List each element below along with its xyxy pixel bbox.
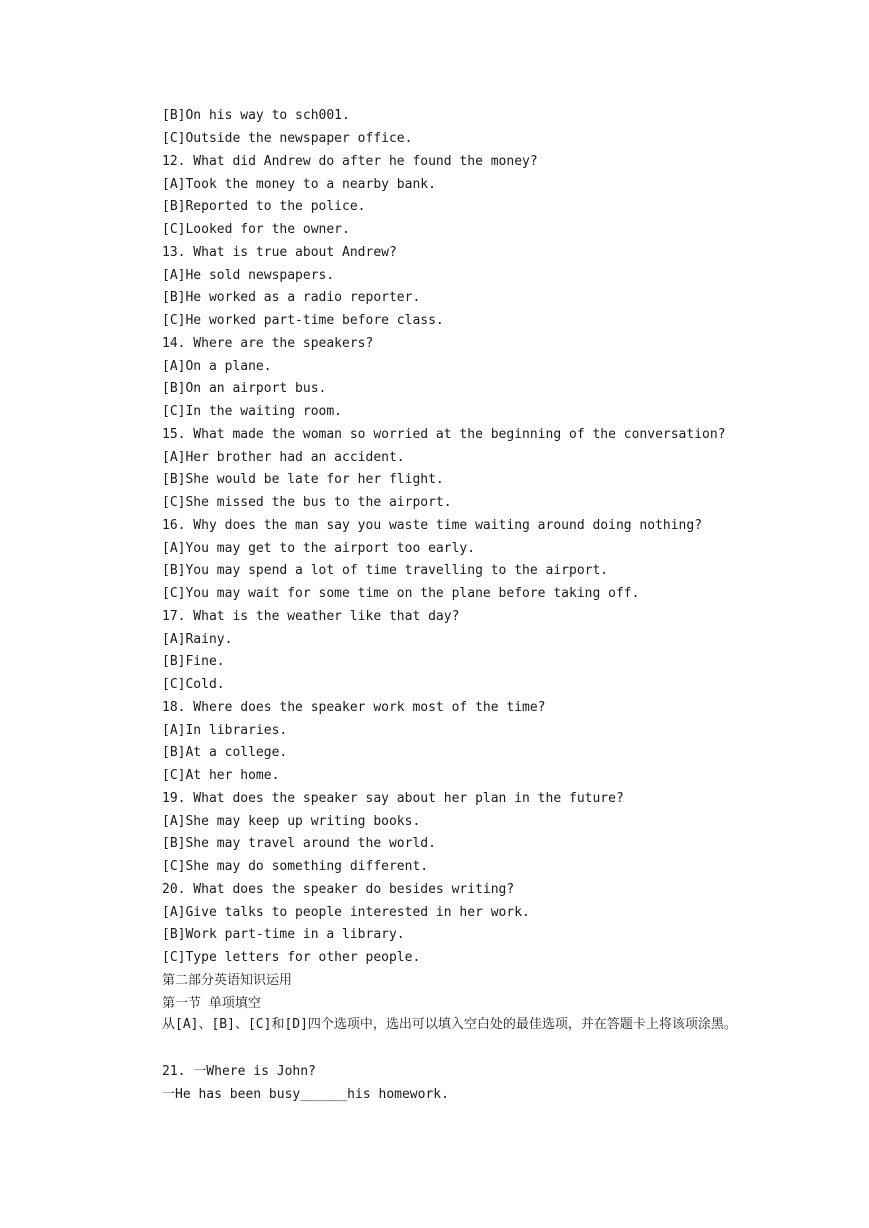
question-line: 15. What made the woman so worried at the beginning of the conversation? xyxy=(162,427,726,442)
option-line: [C]You may wait for some time on the plane before taking off. xyxy=(162,586,640,601)
question-line: 13. What is true about Andrew? xyxy=(162,245,397,260)
question-line: 16. Why does the man say you waste time waiting around doing nothing? xyxy=(162,518,703,533)
question-line: 19. What does the speaker say about her plan in the future? xyxy=(162,791,624,806)
option-line: [B]At a college. xyxy=(162,745,288,760)
question-line: 12. What did Andrew do after he found the money? xyxy=(162,154,538,169)
subsection-heading: 第一节 单项填空 xyxy=(162,996,261,1011)
text-line: [B]On his way to sch001. xyxy=(162,108,350,123)
question-line: 21. 一Where is John? xyxy=(162,1064,316,1079)
option-line: [A]Give talks to people interested in her work. xyxy=(162,905,530,920)
option-line: [B]Work part-time in a library. xyxy=(162,927,405,942)
option-line: [C]He worked part-time before class. xyxy=(162,313,444,328)
option-line: [B]You may spend a lot of time travelling to the airport. xyxy=(162,563,609,578)
instruction-paragraph: 从[A]、[B]、[C]和[D]四个选项中，选出可以填入空白处的最佳选项，并在答题卡上将该项涂黑。 xyxy=(162,1017,737,1032)
question-line: 20. What does the speaker do besides writing? xyxy=(162,882,515,897)
option-line: [B]He worked as a radio reporter. xyxy=(162,290,421,305)
option-line: [B]She may travel around the world. xyxy=(162,836,436,851)
option-line: [C]At her home. xyxy=(162,768,280,783)
option-line: [B]Reported to the police. xyxy=(162,199,366,214)
option-line: [A]She may keep up writing books. xyxy=(162,814,421,829)
option-line: [C]She may do something different. xyxy=(162,859,429,874)
option-line: [B]She would be late for her flight. xyxy=(162,472,444,487)
question-line: 18. Where does the speaker work most of the time? xyxy=(162,700,546,715)
section-heading: 第二部分英语知识运用 xyxy=(162,973,293,988)
question-line: 17. What is the weather like that day? xyxy=(162,609,460,624)
option-line: [A]He sold newspapers. xyxy=(162,268,335,283)
text-line: [C]Outside the newspaper office. xyxy=(162,131,413,146)
option-line: [A]Took the money to a nearby bank. xyxy=(162,177,436,192)
dialogue-line: 一He has been busy______his homework. xyxy=(162,1087,449,1102)
option-line: [A]Rainy. xyxy=(162,632,233,647)
option-line: [C]Cold. xyxy=(162,677,225,692)
option-line: [A]Her brother had an accident. xyxy=(162,450,405,465)
option-line: [C]In the waiting room. xyxy=(162,404,343,419)
option-line: [C]Looked for the owner. xyxy=(162,222,350,237)
option-line: [B]Fine. xyxy=(162,654,225,669)
option-line: [A]In libraries. xyxy=(162,723,288,738)
option-line: [A]On a plane. xyxy=(162,359,272,374)
option-line: [B]On an airport bus. xyxy=(162,381,327,396)
option-line: [C]She missed the bus to the airport. xyxy=(162,495,452,510)
option-line: [A]You may get to the airport too early. xyxy=(162,541,476,556)
question-line: 14. Where are the speakers? xyxy=(162,336,374,351)
option-line: [C]Type letters for other people. xyxy=(162,950,421,965)
